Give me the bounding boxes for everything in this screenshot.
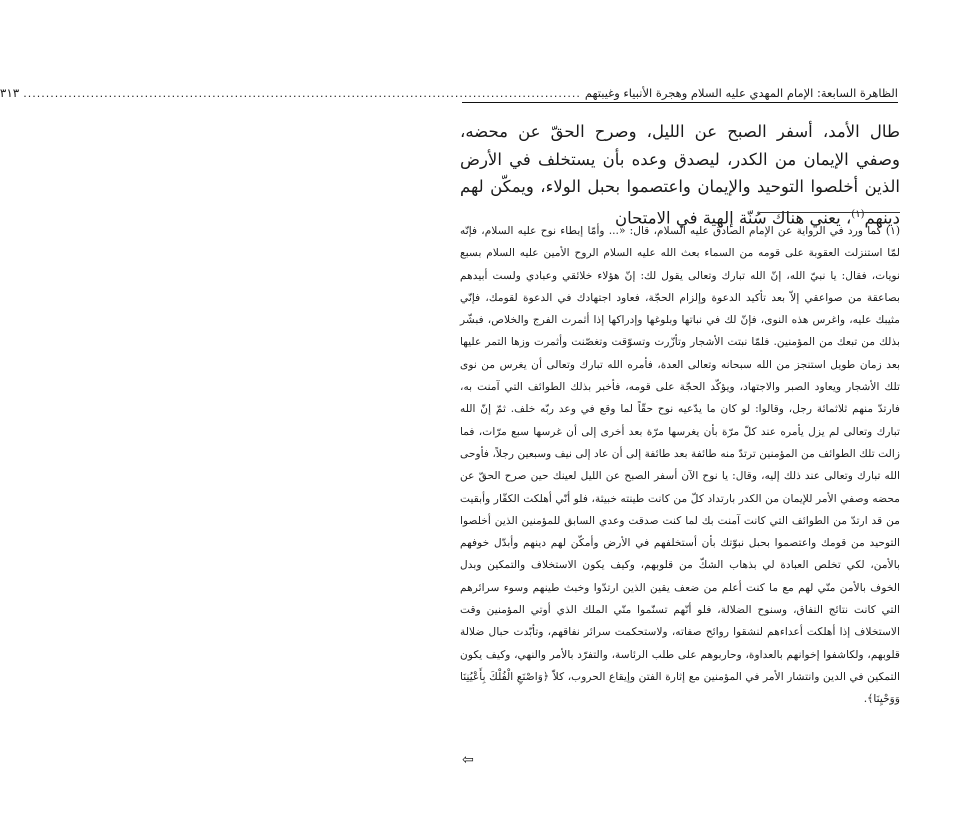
main-text-tail: ، يعني هناك سُنّة إلهية في الامتحان — [614, 208, 852, 227]
footnote-reference[interactable]: (١) — [851, 208, 865, 220]
header-dot-leader: ............................................................................................................................ — [23, 87, 581, 100]
main-text-block — [460, 118, 900, 232]
footnote-separator — [760, 212, 900, 213]
footnote-text: (١) كما ورد في الرواية عن الإمام الصادق عليه السلام، قال: «... وأمّا إبطاء نوح عليه السلام، فإنّه لمّا استنزلت العقوبة على قومه من السماء بعث الله عليه السلام الروح الأمين عليه السلام بسبع نويات، فقال: يا نبيّ الله، إنّ الله تبارك وتعالى يقول لك: إنّ هؤلاء خلائقي وعبادي ولست أبيدهم بصاعقة من صواعقي إلاّ بعد تأكيد الدعوة وإلزام الحجّة، فعاود اجتهادك في الدعوة لقومك، فإنّي مثيبك عليه، واغرس هذه النوى، فإنّ لك في نباتها وبلوغها وإدراكها إذا أثمرت الفرج والخلاص، فبشّر بذلك من تبعك من المؤمنين. فلمّا نبتت الأشجار وتأزّرت وتسوّقت وتغصّنت وأثمرت وزها التمر عليها بعد زمان طويل استنجز من الله سبحانه وتعالى العدة، فأمره الله تبارك وتعالى أن يغرس من نوى تلك الأشجار ويعاود الصبر والاجتهاد، ويؤكّد الحجّة على قومه، فأخبر بذلك الطوائف التي آمنت به، فارتدّ منهم ثلاثمائة رجل، وقالوا: لو كان ما يدّعيه نوح حقّاً لما وقع في وعد ربّه خلف. ثمّ إنّ الله تبارك وتعالى لم يزل يأمره عند كلّ مرّة بأن يغرسها مرّة بعد أخرى إلى أن غرسها سبع مرّات، فما زالت تلك الطوائف من المؤمنين ترتدّ منه طائفة بعد طائفة إلى أن عاد إلى نيف وسبعين رجلاً، فأوحى الله تبارك وتعالى عند ذلك إليه، وقال: يا نوح الآن أسفر الصبح عن الليل لعينك حين صرح الحقّ عن محضه وصفي الأمر للإيمان من الكدر بارتداد كلّ من كانت طينته خبيثة، فلو أنّي أهلكت الكفّار وأبقيت من قد ارتدّ من الطوائف التي كانت آمنت بك لما كنت صدقت وعدي السابق للمؤمنين الذين أخلصوا التوحيد من قومك واعتصموا بحبل نبوّتك بأن أستخلفهم في الأرض وأمكّن لهم دينهم وأبدّل خوفهم بالأمن، لكي تخلص العبادة لي بذهاب الشكّ من قلوبهم، وكيف يكون الاستخلاف والتمكين وبدل الخوف بالأمن منّي لهم مع ما كنت أعلم من ضعف يقين الذين ارتدّوا وخبث طينهم وسوء سرائرهم التي كانت نتائج النفاق، وسنوح الضلالة، فلو أنّهم تسنّموا منّي الملك الذي أوتي المؤمنين وقت الاستخلاف إذا أهلكت أعداءهم لنشقوا روائح صفاته، ولاستحكمت سرائر نفاقهم، وتأبّدت حبال ضلالة قلوبهم، ولكاشفوا إخوانهم بالعداوة، وحاربوهم على طلب الرئاسة، والتفرّد بالأمر والنهي، وكيف يكون التمكين في الدين وانتشار الأمر في المؤمنين مع إثارة الفتن وإيقاع الحروب، كلاّ ﴿وَاصْنَعِ الْفُلْكَ بِأَعْيُنِنَا وَوَحْيِنَا﴾. — [460, 224, 900, 706]
running-header — [0, 78, 898, 100]
header-rule — [462, 102, 898, 103]
continue-arrow-icon: ⇦ — [462, 752, 474, 768]
page-number: ٣١٣ — [0, 86, 20, 100]
main-text: طال الأمد، أسفر الصبح عن الليل، وصرح الحقّ عن محضه، وصفي الإيمان من الكدر، ليصدق وعده بأن يستخلف في الأرض الذين أخلصوا التوحيد والإيمان واعتصموا بحبل الولاء، ويمكّن لهم دينهم — [460, 122, 900, 227]
main-paragraph — [460, 118, 900, 232]
footnote-block — [460, 220, 900, 711]
header-title: الظاهرة السابعة: الإمام المهدي عليه السلام وهجرة الأنبياء وغيبتهم — [584, 86, 898, 100]
